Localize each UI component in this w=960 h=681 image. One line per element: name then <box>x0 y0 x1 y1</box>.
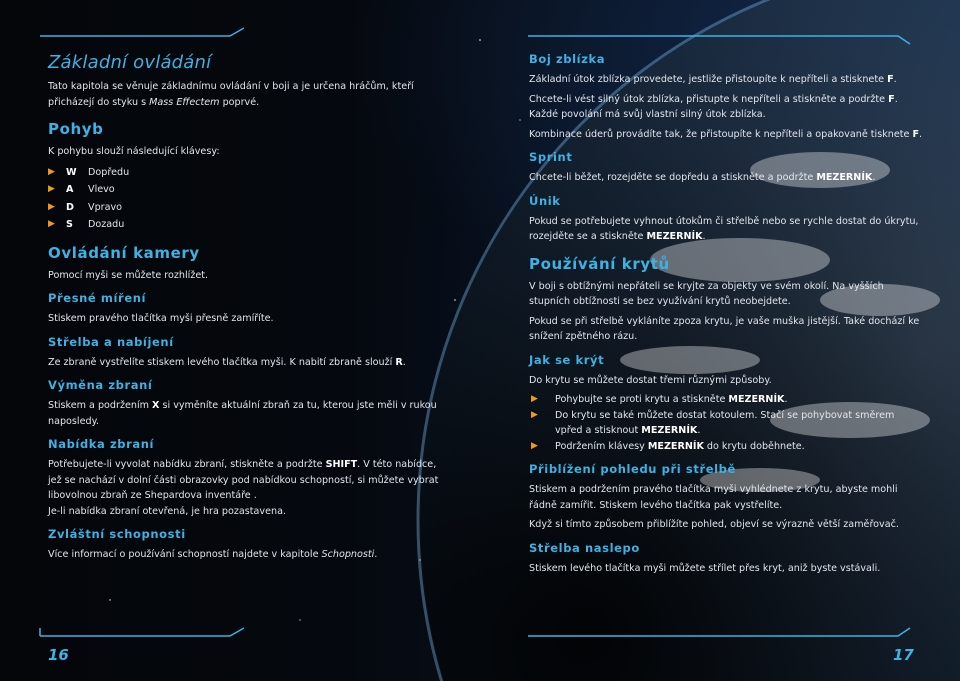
movement-key-item: ▶ W Dopředu <box>48 164 448 182</box>
blind-fire-heading: Střelba naslepo <box>529 540 640 555</box>
bullet-arrow-icon: ▶ <box>48 201 55 212</box>
page-number-left: 16 <box>48 646 69 664</box>
weapon-menu-pause-text: Je-li nabídka zbraní otevřená, je hra pozastavena. <box>48 505 287 517</box>
swap-text: Stiskem a podržením X si vyměníte aktuální zbraň za tu, kterou jste měli v rukou naposledy. <box>48 400 437 427</box>
melee-text-3: Kombinace úderů provádíte tak, že přistoupíte k nepříteli a opakovaně tisknete F. <box>529 128 923 140</box>
hide-heading: Jak se krýt <box>529 352 605 367</box>
aim-heading: Přesné míření <box>48 291 147 305</box>
bullet-arrow-icon: ▶ <box>531 440 538 451</box>
camera-text: Pomocí myši se můžete rozhlížet. <box>48 269 209 281</box>
movement-key-item: ▶ S Dozadu <box>48 216 448 234</box>
list-item: ▶ Do krytu se také můžete dostat kotoulem. Stačí se pohybovat směrem vpřed a stisknout MEZERNÍK. <box>529 408 924 439</box>
hide-methods-list <box>529 392 924 454</box>
right-page-content <box>529 52 924 580</box>
movement-text: K pohybu slouží následující klávesy: <box>48 146 220 157</box>
bullet-arrow-icon: ▶ <box>48 166 55 177</box>
bullet-arrow-icon: ▶ <box>531 409 538 420</box>
cover-text-1: V boji s obtížnými nepřáteli se kryjte za objekty ve svém okolí. Na vyšších stupních obtížnosti se bez využívání krytů neobejdete. <box>529 280 884 307</box>
intro-text: Tato kapitola se věnuje základnímu ovládání v boji a je určena hráčům, kteří přicházejí do styku s Mass Effectem poprvé. <box>48 81 414 108</box>
movement-key-item: ▶ D Vpravo <box>48 199 448 217</box>
chapter-title: Základní ovládání <box>48 52 212 73</box>
page-number-right: 17 <box>893 646 914 664</box>
zoom-text-1: Stiskem a podržením pravého tlačítka myši vyhlédnete z krytu, abyste mohli řádně zamířit. Stiskem levého tlačítka pak vystřelíte. <box>529 484 898 511</box>
bullet-arrow-icon: ▶ <box>48 219 55 229</box>
escape-text: Pokud se potřebujete vyhnout útokům či střelbě nebo se rychle dostat do úkrytu, rozejděte se a stiskněte MEZERNÍK. <box>529 215 919 242</box>
movement-keys-list <box>48 164 448 234</box>
cover-heading: Používání krytů <box>529 254 670 273</box>
blind-fire-text: Stiskem levého tlačítka myši můžete střílet přes kryt, aniž byste vstávali. <box>529 562 881 574</box>
camera-heading: Ovládání kamery <box>48 243 200 262</box>
list-item: ▶ Podržením klávesy MEZERNÍK do krytu doběhnete. <box>529 439 924 455</box>
melee-text-2: Chcete-li vést silný útok zblízka, přistupte k nepříteli a stiskněte a podržte F. Každé povolání má svůj vlastní silný útok zblízka. <box>529 93 898 120</box>
weapon-menu-text: Potřebujete-li vyvolat nabídku zbraní, stiskněte a podržte SHIFT. V této nabídce, jež se nachází v dolní části obrazovky pod nabídkou schopností, si můžete vybrat libovolnou zbraň ze Shepardova inventáře . <box>48 459 439 501</box>
left-page-content <box>48 52 448 567</box>
melee-heading: Boj zblízka <box>529 52 606 66</box>
list-item: ▶ Pohybujte se proti krytu a stiskněte MEZERNÍK. <box>529 392 924 408</box>
zoom-text-2: Když si tímto způsobem přiblížíte pohled, objeví se výrazně větší zaměřovač. <box>529 519 899 530</box>
cover-text-2: Pokud se při střelbě vykláníte zpoza krytu, je vaše muška jistější. Také dochází ke snížení zpětného rázu. <box>529 315 920 342</box>
movement-key-item: ▶ A Vlevo <box>48 181 448 199</box>
special-heading: Zvláštní schopnosti <box>48 527 186 541</box>
sprint-heading: Sprint <box>529 150 573 164</box>
weapon-menu-heading: Nabídka zbraní <box>48 437 155 451</box>
bullet-arrow-icon: ▶ <box>48 184 55 194</box>
movement-heading: Pohyb <box>48 120 104 138</box>
shoot-text: Ze zbraně vystřelíte stiskem levého tlačítka myši. K nabití zbraně slouží R. <box>48 356 406 368</box>
escape-heading: Únik <box>529 193 561 208</box>
shoot-heading: Střelba a nabíjení <box>48 334 174 349</box>
bullet-arrow-icon: ▶ <box>531 394 538 404</box>
hide-text: Do krytu se můžete dostat třemi různými způsoby. <box>529 374 772 386</box>
melee-text-1: Základní útok zblízka provedete, jestliže přistoupíte k nepříteli a stisknete F. <box>529 74 897 85</box>
aim-text: Stiskem pravého tlačítka myši přesně zamíříte. <box>48 313 274 324</box>
swap-heading: Výměna zbraní <box>48 378 153 392</box>
sprint-text: Chcete-li běžet, rozejděte se dopředu a stiskněte a podržte MEZERNÍK. <box>529 172 876 183</box>
zoom-heading: Přiblížení pohledu při střelbě <box>529 462 736 476</box>
special-text: Více informací o používání schopností najdete v kapitole Schopnosti. <box>48 549 378 560</box>
